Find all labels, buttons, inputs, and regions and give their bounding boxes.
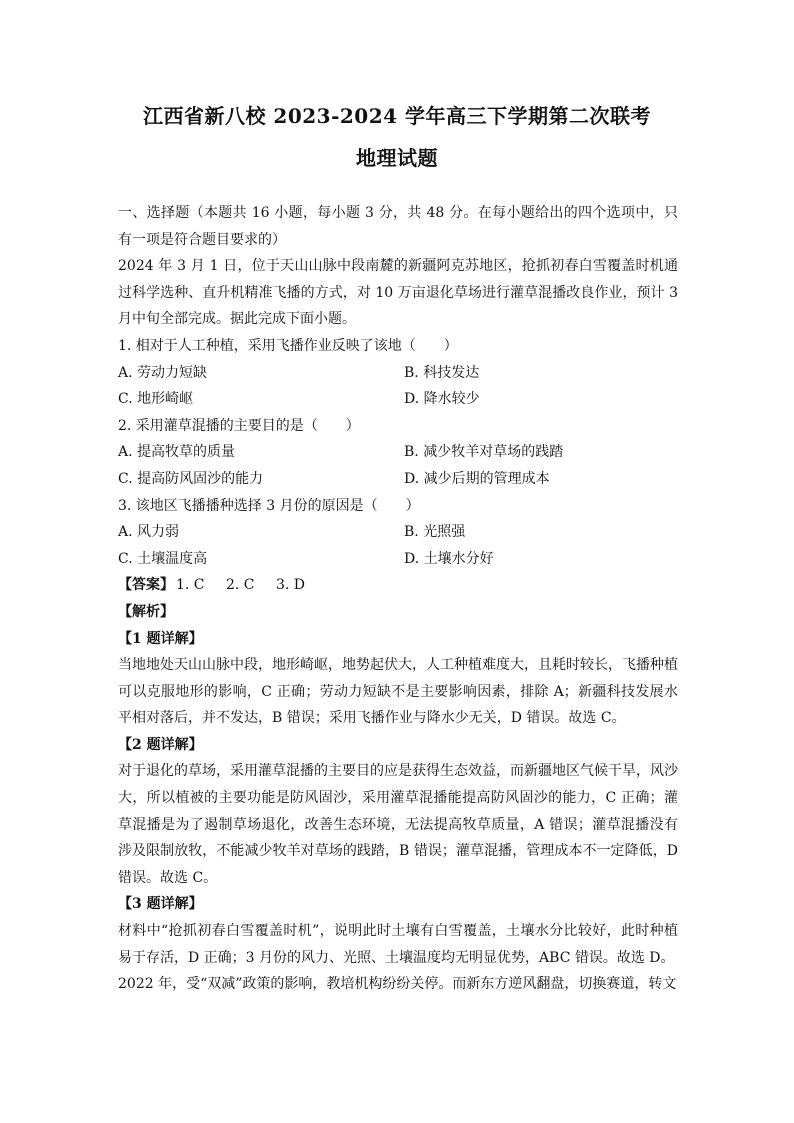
material-paragraph: 2022 年，受“双减”政策的影响，教培机构纷纷关停。而新东方逆风翻盘，切换赛道，转文 [118, 976, 677, 993]
document-title: 江西省新八校 2023-2024 学年高三下学期第二次联考 [142, 104, 652, 128]
answer-2: 2. C [226, 577, 255, 594]
detail-text: 当地地处天山山脉中段，地形崎岖，地势起伏大，人工种植难度大，且耗时较长，飞播种植可以克服地形的影响，C 正确；劳动力短缺不是主要影响因素，排除 A；新疆科技发展水平相对落后，并不发达，B 错误；采用飞播作业与降水少无关，D 错误。故选 C。 [118, 657, 678, 727]
detail-text: 材料中“抢抓初春白雪覆盖时机”，说明此时土壤有白雪覆盖，土壤水分比较好，此时种植易于存活，D 正确；3 月份的风力、光照、土壤温度均无明显优势，ABC 错误。故选 D。 [118, 923, 678, 966]
option-row [118, 546, 678, 573]
detail-heading: 【2 题详解】 [118, 736, 203, 753]
option-row [118, 439, 678, 466]
question-stem: 1. 相对于人工种植，采用飞播作业反映了该地（ ） [118, 337, 458, 354]
question-stem: 2. 采用灌草混播的主要目的是（ ） [118, 417, 360, 434]
option-b: B. 光照强 [404, 524, 466, 541]
detail-heading: 【1 题详解】 [118, 630, 203, 647]
question-stem: 3. 该地区飞播播种选择 3 月份的原因是（ ） [118, 497, 420, 514]
document-subtitle: 地理试题 [356, 146, 438, 170]
option-d: D. 土壤水分好 [404, 550, 494, 567]
detail-heading: 【3 题详解】 [118, 896, 203, 913]
option-b: B. 减少牧羊对草场的践踏 [404, 444, 564, 461]
option-c: C. 提高防风固沙的能力 [118, 470, 264, 487]
answer-1: 1. C [176, 577, 205, 594]
answer-label: 【答案】 [118, 577, 174, 594]
material-paragraph: 2024 年 3 月 1 日，位于天山山脉中段南麓的新疆阿克苏地区，抢抓初春白雪覆盖时机通过科学选种、直升机精准飞播的方式，对 10 万亩退化草场进行灌草混播改良作业，预计 3 月中旬全部完成。据此完成下面小题。 [118, 258, 678, 328]
option-c: C. 地形崎岖 [118, 391, 194, 408]
answer-row [118, 572, 678, 599]
option-row [118, 360, 678, 387]
option-a: A. 风力弱 [118, 524, 180, 541]
detail-text: 对于退化的草场，采用灌草混播的主要目的应是获得生态效益，而新疆地区气候干旱，风沙大，所以植被的主要功能是防风固沙，采用灌草混播能提高防风固沙的能力，C 正确；灌草混播是为了遏制草场退化，改善生态环境，无法提高牧草质量，A 错误；灌草混播没有涉及限制放牧，不能减少牧羊对草场的践踏，B 错误；灌草混播，管理成本不一定降低，D 错误。故选 C。 [118, 763, 678, 886]
option-row [118, 386, 678, 413]
option-a: A. 提高牧草的质量 [118, 444, 236, 461]
analysis-label: 【解析】 [118, 603, 174, 620]
option-row [118, 466, 678, 493]
answer-3: 3. D [276, 577, 306, 594]
option-row [118, 519, 678, 546]
option-c: C. 土壤温度高 [118, 550, 208, 567]
option-a: A. 劳动力短缺 [118, 364, 208, 381]
document-body [118, 200, 678, 998]
option-d: D. 降水较少 [404, 391, 480, 408]
option-d: D. 减少后期的管理成本 [404, 470, 550, 487]
section-header: 一、选择题（本题共 16 小题，每小题 3 分，共 48 分。在每小题给出的四个选项中，只有一项是符合题目要求的） [118, 205, 678, 248]
option-b: B. 科技发达 [404, 364, 480, 381]
